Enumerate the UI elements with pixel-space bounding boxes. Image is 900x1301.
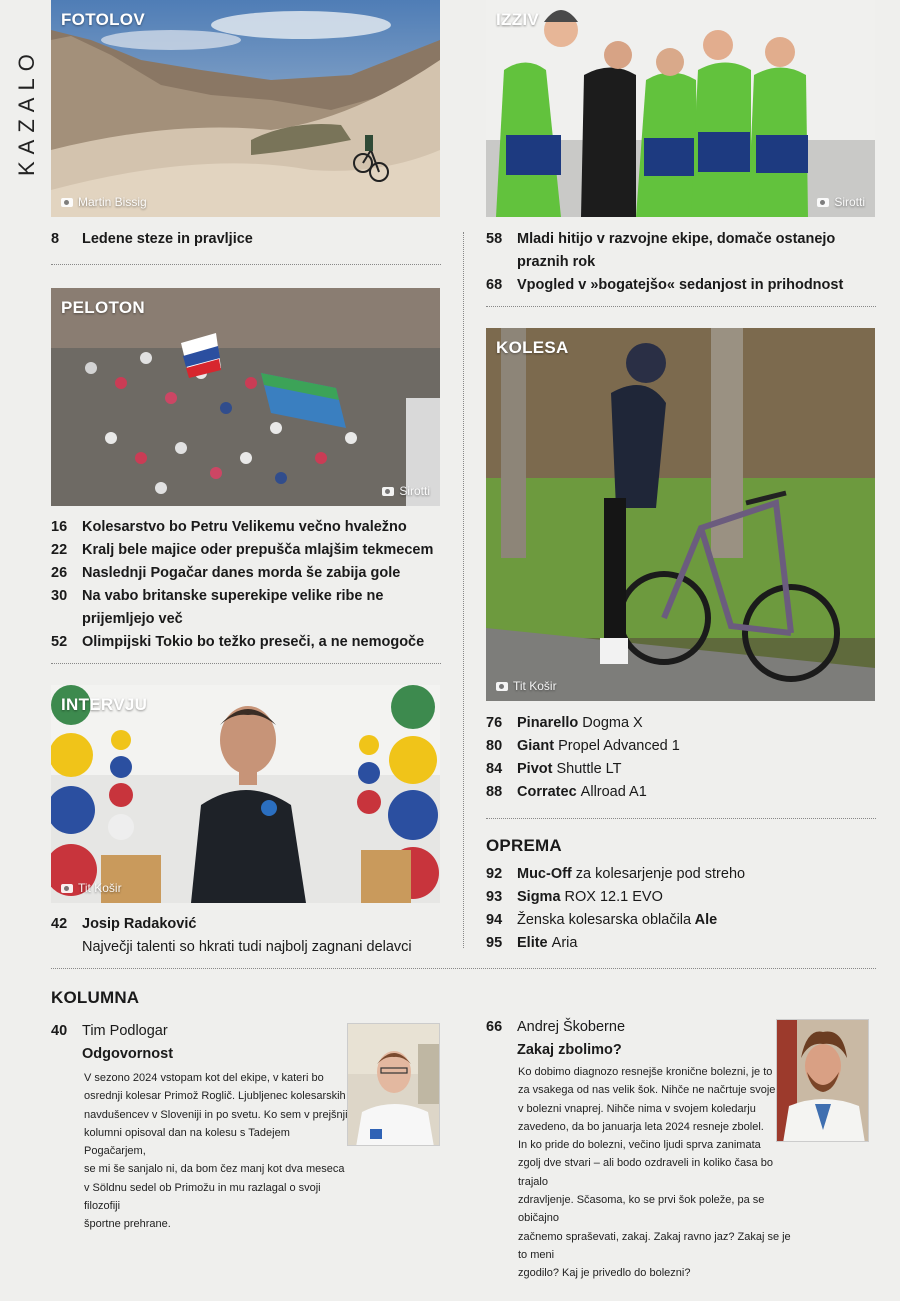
photo-credit: Tit Košir bbox=[61, 881, 122, 895]
section-label-fotolov: FOTOLOV bbox=[61, 10, 145, 29]
divider bbox=[486, 306, 876, 307]
section-label-kolesa: KOLESA bbox=[496, 338, 569, 357]
izziv-toc bbox=[486, 228, 881, 297]
kolesa-image bbox=[486, 328, 875, 701]
intervju-photo[interactable] bbox=[51, 685, 440, 903]
toc-item[interactable]: 88 Corratec Allroad A1 bbox=[486, 784, 647, 800]
toc-item[interactable]: 76 Pinarello Dogma X bbox=[486, 715, 643, 731]
intervju-image bbox=[51, 685, 440, 903]
camera-icon bbox=[61, 884, 73, 893]
intervju-toc bbox=[51, 913, 446, 959]
side-title-text: KAZALO bbox=[14, 47, 39, 176]
section-label-izziv: IZZIV bbox=[496, 10, 540, 29]
camera-icon bbox=[496, 682, 508, 691]
toc-item[interactable]: 92 Muc-Off za kolesarjenje pod streho bbox=[486, 866, 746, 882]
toc-item[interactable]: 95 Elite Aria bbox=[486, 935, 578, 951]
toc-item[interactable]: 58 Mladi hitijo v razvojne ekipe, domače ostanejo praznih rok bbox=[486, 231, 836, 270]
toc-item[interactable]: 68 Vpogled v »bogatejšo« sedanjost in prihodnost bbox=[486, 277, 844, 293]
portrait-image bbox=[348, 1024, 440, 1146]
divider bbox=[486, 818, 876, 819]
peloton-image bbox=[51, 288, 440, 506]
toc-item[interactable]: 16 Kolesarstvo bo Petru Velikemu večno hvaležno bbox=[51, 519, 407, 535]
camera-icon bbox=[817, 198, 829, 207]
kolumna-right-text: Ko dobimo diagnozo resnejše kronične bolezni, je to za vsakega od nas velik šok. Nihče ne načrtuje svoje v bolezni vnaprej. Nihče nima v svojem koledarju zavedeno, da bo januarja leta 2024 resneje zbolel. In ko pride do bolezni, večino ljudi sprva zanimata zgolj dve stvari – ali bodo ozdraveli in koliko časa bo trajalo zdravljenje. Sčasoma, ko se prvi šok poleže, pa se običajno začnemo spraševati, zakaj. Zakaj ravno jaz? Zakaj se je to meni zgodilo? Kaj je privedlo do bolezni? bbox=[518, 1066, 791, 1280]
oprema-toc bbox=[486, 863, 876, 955]
toc-item[interactable]: 80 Giant Propel Advanced 1 bbox=[486, 738, 680, 754]
toc-item[interactable]: 30 Na vabo britanske superekipe velike ribe ne prijemljejo več bbox=[51, 588, 384, 627]
toc-item[interactable]: 26 Naslednji Pogačar danes morda še zabija gole bbox=[51, 565, 401, 581]
section-label-intervju: INTERVJU bbox=[61, 695, 148, 714]
toc-item[interactable]: 52 Olimpijski Tokio bo težko preseči, a ne nemogoče bbox=[51, 634, 425, 650]
photo-credit: Sirotti bbox=[382, 484, 430, 498]
photo-credit: Sirotti bbox=[817, 195, 865, 209]
fotolov-toc bbox=[51, 228, 441, 251]
peloton-toc bbox=[51, 516, 446, 654]
kolumna-right-head[interactable]: 66 Andrej Škoberne Zakaj zbolimo? bbox=[486, 1019, 626, 1058]
divider bbox=[51, 264, 441, 265]
photo-credit: Martin Bissig bbox=[61, 195, 147, 209]
toc-item[interactable]: 8 Ledene steze in pravljice bbox=[51, 231, 253, 247]
section-label-peloton: PELOTON bbox=[61, 298, 145, 317]
camera-icon bbox=[382, 487, 394, 496]
author-portrait-skoberne bbox=[776, 1019, 869, 1142]
fotolov-image bbox=[51, 0, 440, 217]
kolesa-toc bbox=[486, 712, 876, 804]
izziv-image bbox=[486, 0, 875, 217]
portrait-image bbox=[777, 1020, 869, 1142]
toc-item[interactable]: 94 Ženska kolesarska oblačila Ale bbox=[486, 912, 718, 928]
column-divider bbox=[463, 232, 464, 948]
camera-icon bbox=[61, 198, 73, 207]
kolumna-left-text: V sezono 2024 vstopam kot del ekipe, v kateri bo osrednji kolesar Primož Roglič. Ljubljenec kolesarskih navdušencev v Sloveniji in po svetu. Ko sem v prejšnji kolumni opisoval dan na kolesu s Tadejem Pogačarjem, se mi še sanjalo ni, da bom čez manj kot dva meseca v Söldnu sedel ob Primožu in mu razlagal o svoji filozofiji športne prehrane. bbox=[84, 1072, 348, 1231]
author-portrait-podlogar bbox=[347, 1023, 440, 1146]
kolesa-photo[interactable] bbox=[486, 328, 875, 701]
divider bbox=[51, 663, 441, 664]
izziv-photo[interactable] bbox=[486, 0, 875, 217]
toc-item[interactable]: 42 Josip Radaković Največji talenti so hkrati tudi najbolj zagnani delavci bbox=[51, 916, 412, 955]
toc-item[interactable]: 93 Sigma ROX 12.1 EVO bbox=[486, 889, 663, 905]
toc-item[interactable]: 22 Kralj bele majice oder prepušča mlajšim tekmecem bbox=[51, 542, 434, 558]
divider bbox=[51, 968, 876, 969]
section-heading-oprema: OPREMA bbox=[486, 836, 562, 855]
kolumna-left-head[interactable]: 40 Tim Podlogar Odgovornost bbox=[51, 1023, 174, 1062]
toc-item[interactable]: 84 Pivot Shuttle LT bbox=[486, 761, 622, 777]
section-heading-kolumna: KOLUMNA bbox=[51, 988, 140, 1007]
photo-credit: Tit Košir bbox=[496, 679, 557, 693]
peloton-photo[interactable] bbox=[51, 288, 440, 506]
side-title bbox=[6, 10, 46, 180]
fotolov-photo[interactable] bbox=[51, 0, 440, 217]
